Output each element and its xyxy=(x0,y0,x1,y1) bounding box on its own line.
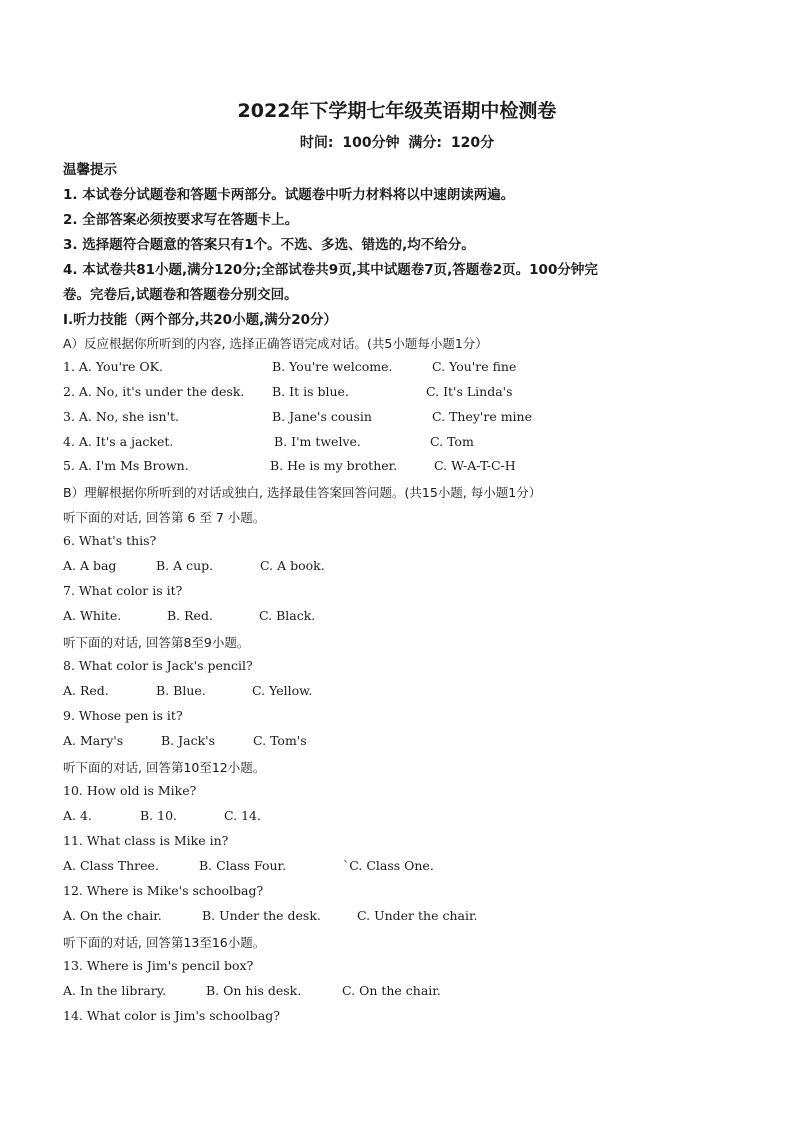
q4-option-b: B. I'm twelve. xyxy=(274,434,361,449)
q11-option-b: B. Class Four. xyxy=(199,858,287,873)
q12-option-c: C. Under the chair. xyxy=(357,908,478,923)
q11-option-c: `C. Class One. xyxy=(343,858,434,873)
q1-option-c: C. You're fine xyxy=(432,359,517,374)
instruction-q10-12: 听下面的对话, 回答第10至12小题。 xyxy=(63,760,266,775)
q8-option-a: A. Red. xyxy=(63,683,109,698)
q8-option-c: C. Yellow. xyxy=(252,683,313,698)
section-heading: I.听力技能（两个部分,共20小题,满分20分） xyxy=(63,312,337,328)
q11-option-a: A. Class Three. xyxy=(63,858,159,873)
q5-option-c: C. W-A-T-C-H xyxy=(434,458,516,473)
q9-option-b: B. Jack's xyxy=(161,733,216,748)
q1-option-a: 1. A. You're OK. xyxy=(63,359,163,374)
part-a-instruction: A）反应根据你所听到的内容, 选择正确答语完成对话。(共5小题每小题1分） xyxy=(63,336,488,351)
q12-option-b: B. Under the desk. xyxy=(202,908,321,923)
q6-option-a: A. A bag xyxy=(63,558,117,573)
part-b-instruction: B）理解根据你所听到的对话或独白, 选择最佳答案回答问题。(共15小题, 每小题1分） xyxy=(63,485,542,500)
notice-item-2: 2. 全部答案必须按要求写在答题卡上。 xyxy=(63,212,299,228)
notice-item-1: 1. 本试卷分试题卷和答题卡两部分。试题卷中听力材料将以中速朗读两遍。 xyxy=(63,187,515,203)
notice-item-4-cont: 卷。完卷后,试题卷和答题卷分别交回。 xyxy=(63,287,298,303)
q4-option-a: 4. A. It's a jacket. xyxy=(63,434,174,449)
q5-option-a: 5. A. I'm Ms Brown. xyxy=(63,458,189,473)
q7-option-b: B. Red. xyxy=(167,608,213,623)
notice-heading: 温馨提示 xyxy=(63,162,117,178)
question-6: 6. What's this? xyxy=(63,533,157,548)
q10-option-a: A. 4. xyxy=(63,808,92,823)
q13-option-a: A. In the library. xyxy=(63,983,167,998)
q13-option-c: C. On the chair. xyxy=(342,983,441,998)
exam-title: 2022年下学期七年级英语期中检测卷 xyxy=(237,100,557,122)
instruction-q13-16: 听下面的对话, 回答第13至16小题。 xyxy=(63,935,266,950)
exam-time-score: 时间: 100分钟 满分: 120分 xyxy=(299,135,495,151)
question-12: 12. Where is Mike's schoolbag? xyxy=(63,883,264,898)
q4-option-c: C. Tom xyxy=(430,434,474,449)
question-7: 7. What color is it? xyxy=(63,583,183,598)
q2-option-c: C. It's Linda's xyxy=(426,384,513,399)
q7-option-c: C. Black. xyxy=(259,608,316,623)
q9-option-a: A. Mary's xyxy=(63,733,124,748)
instruction-q8-9: 听下面的对话, 回答第8至9小题。 xyxy=(63,635,250,650)
question-11: 11. What class is Mike in? xyxy=(63,833,229,848)
q10-option-c: C. 14. xyxy=(224,808,261,823)
q2-option-a: 2. A. No, it's under the desk. xyxy=(63,384,245,399)
q13-option-b: B. On his desk. xyxy=(206,983,302,998)
question-8: 8. What color is Jack's pencil? xyxy=(63,658,253,673)
question-14: 14. What color is Jim's schoolbag? xyxy=(63,1008,280,1023)
question-10: 10. How old is Mike? xyxy=(63,783,197,798)
q1-option-b: B. You're welcome. xyxy=(272,359,393,374)
notice-item-4: 4. 本试卷共81小题,满分120分;全部试卷共9页,其中试题卷7页,答题卷2页。100分钟完 xyxy=(63,262,598,278)
q8-option-b: B. Blue. xyxy=(156,683,206,698)
notice-item-3: 3. 选择题符合题意的答案只有1个。不选、多选、错选的,均不给分。 xyxy=(63,237,475,253)
q3-option-a: 3. A. No, she isn't. xyxy=(63,409,180,424)
q12-option-a: A. On the chair. xyxy=(63,908,162,923)
instruction-q6-7: 听下面的对话, 回答第 6 至 7 小题。 xyxy=(63,510,266,525)
q3-option-c: C. They're mine xyxy=(432,409,532,424)
q9-option-c: C. Tom's xyxy=(253,733,307,748)
q5-option-b: B. He is my brother. xyxy=(270,458,398,473)
q7-option-a: A. White. xyxy=(63,608,122,623)
q10-option-b: B. 10. xyxy=(140,808,178,823)
q6-option-c: C. A book. xyxy=(260,558,325,573)
question-13: 13. Where is Jim's pencil box? xyxy=(63,958,254,973)
question-9: 9. Whose pen is it? xyxy=(63,708,183,723)
q2-option-b: B. It is blue. xyxy=(272,384,349,399)
q6-option-b: B. A cup. xyxy=(156,558,214,573)
q3-option-b: B. Jane's cousin xyxy=(272,409,372,424)
